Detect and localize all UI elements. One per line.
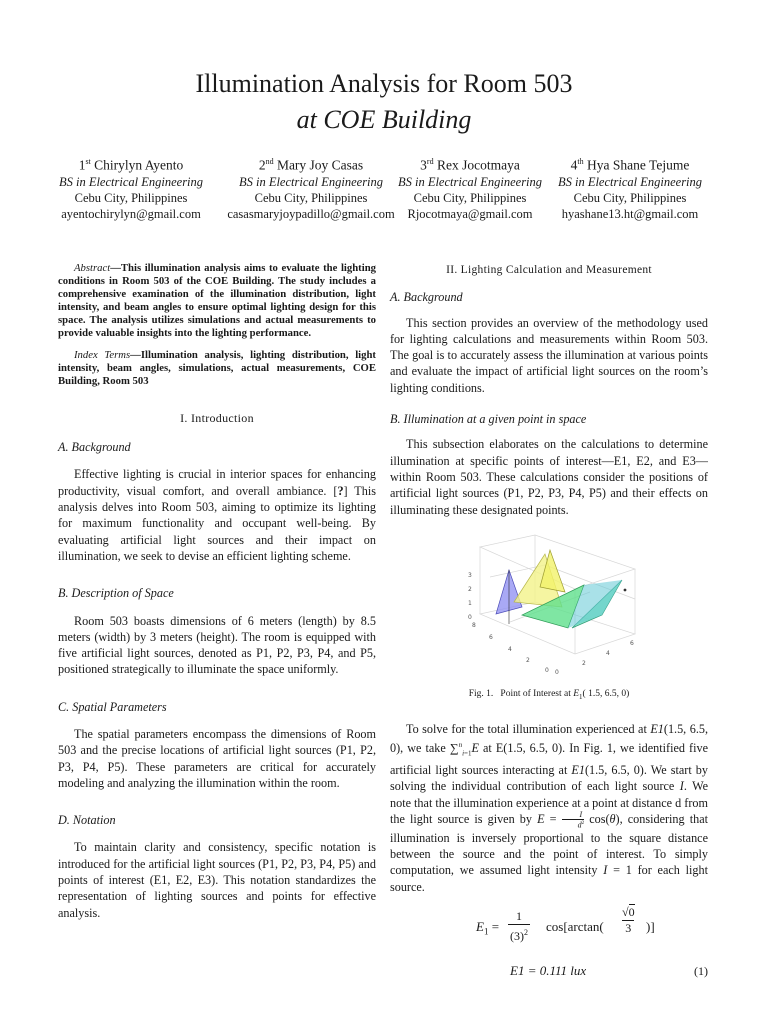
author-3 — [390, 154, 550, 222]
equation-close: )] — [646, 918, 655, 934]
equation-1 — [390, 963, 708, 983]
figure-1-plot — [390, 532, 708, 680]
x-tick-2: 2 — [582, 659, 586, 667]
author-3-dept: BS in Electrical Engineering — [397, 174, 543, 189]
sum-notation: ∑$^n_{i=1}$E — [449, 741, 479, 758]
section-1a-text-part2: ] This analysis delves into Room 503, aiming to optimize its lighting for maximum functionality and occupant well-being. By evaluating artificial light sources and their impact on illumination, we seek to devise an efficient lighting scheme. — [58, 483, 376, 563]
author-3-sup: rd — [426, 157, 434, 166]
solve-text-1: To solve for the total illumination experienced at — [406, 722, 651, 737]
author-4-sup: th — [577, 157, 584, 166]
y-tick-8: 8 — [472, 621, 476, 629]
y-axis-ticks — [472, 622, 549, 674]
solve-paragraph — [390, 721, 708, 895]
index-terms — [58, 349, 376, 388]
solve-text-7: = 1 for each light source. — [390, 863, 708, 894]
index-terms-label: Index Terms — [74, 348, 131, 361]
section-2-heading: II. Lighting Calculation and Measurement — [446, 264, 652, 276]
citation-missing[interactable]: ? — [337, 483, 344, 498]
title-line-1: Illumination Analysis for Room 503 — [195, 69, 573, 98]
y-tick-0: 0 — [545, 666, 549, 674]
solve-var-e1-b: E1 — [571, 763, 585, 778]
author-1-city: Cebu City, Philippines — [74, 190, 188, 205]
z-tick-0: 0 — [468, 613, 472, 621]
z-axis-ticks — [468, 572, 472, 621]
section-1c-heading: C. Spatial Parameters — [58, 699, 167, 714]
x-axis-ticks — [555, 640, 634, 676]
author-block — [56, 154, 716, 224]
equation-lhs: $E_1$ = — [476, 918, 500, 937]
caption-sub: 1 — [579, 692, 583, 701]
author-1-ordinal: 1 — [78, 157, 86, 173]
section-1a-heading: A. Background — [58, 440, 131, 455]
equation-1-result: E1 = 0.111 lux — [510, 962, 587, 978]
figure-1-caption — [390, 686, 708, 705]
x-tick-6: 6 — [630, 639, 634, 647]
author-4-ordinal: 4 — [570, 157, 578, 173]
caption-prefix: Fig. 1. Point of Interest at — [468, 688, 574, 699]
solve-text-5: . We note that the illumination experience at a point at distance d from the light source is given by — [390, 779, 709, 827]
author-1-dept: BS in Electrical Engineering — [58, 174, 204, 189]
author-4-dept: BS in Electrical Engineering — [557, 174, 703, 189]
x-tick-0: 0 — [555, 668, 559, 676]
section-1a-text-part1: Effective lighting is crucial in interior spaces for enhancing productivity, visual comfort, and overall ambiance. [ — [58, 467, 376, 498]
section-1d-text: To maintain clarity and consistency, specific notation is introduced for the artificial light sources (P1, P2, P3, P4, P5) and points of interest (E1, E2, E3). This notation standardizes the representation of lighting sources and points for effective analysis. — [58, 840, 376, 920]
section-2a-heading: A. Background — [390, 290, 463, 305]
z-tick-2: 2 — [468, 585, 472, 593]
section-2a-text: This section provides an overview of the methodology used for lighting calculations and measurements within Room 503. The goal is to accurately assess the illumination at various points and evaluate the impact of artificial light sources on the room’s lighting conditions. — [390, 315, 708, 395]
author-2-ordinal: 2 — [258, 157, 266, 173]
z-tick-3: 3 — [468, 571, 472, 579]
solve-text-6: , considering that illumination is inversely proportional to the square distance between the source and the point of interest. To simply computation, we assumed light intensity — [390, 812, 709, 878]
solve-var-i-b: I — [603, 863, 608, 878]
equation-cos-arctan: cos[arctan( — [546, 918, 604, 934]
author-3-ordinal: 3 — [420, 157, 427, 173]
section-1-heading: I. Introduction — [180, 410, 254, 425]
equation-e1-derivation — [390, 904, 708, 957]
right-column — [390, 262, 708, 983]
author-1-sup: st — [85, 157, 91, 166]
author-2-sup: nd — [265, 157, 274, 166]
y-tick-2: 2 — [526, 656, 530, 664]
point-of-interest-e1 — [624, 588, 627, 591]
author-2-email[interactable]: casasmaryjoypadillo@gmail.com — [227, 206, 395, 221]
author-3-city: Cebu City, Philippines — [413, 190, 527, 205]
caption-var: E — [573, 688, 580, 699]
index-terms-text: —Illumination analysis, lighting distribution, light intensity, beam angles, simulations, actual measurements, COE Building, Room 503 — [58, 348, 376, 387]
author-2 — [226, 154, 396, 222]
author-4 — [550, 154, 710, 222]
section-1c-text: The spatial parameters encompass the dimensions of Room 503 and the precise locations of artificial light sources (P1, P2, P3, P4, P5). These parameters are critical for accurately modeling and analyzing the illumination within the room. — [58, 727, 376, 790]
solve-text-2: (1.5, 6.5, 0), we take — [390, 722, 709, 756]
solve-var-i-a: I — [679, 779, 684, 794]
author-3-email[interactable]: Rjocotmaya@gmail.com — [407, 206, 533, 221]
z-tick-1: 1 — [468, 599, 472, 607]
author-2-city: Cebu City, Philippines — [254, 190, 368, 205]
abstract-label: Abstract — [74, 262, 111, 274]
figure-1 — [390, 532, 708, 680]
left-column — [58, 262, 376, 921]
section-1d-heading: D. Notation — [58, 813, 116, 828]
x-tick-4: 4 — [606, 649, 610, 657]
equation-1-number: (1) — [694, 963, 708, 978]
illuminance-formula: $E = \frac{I}{d^2} \cos(\theta)$ — [537, 810, 620, 830]
section-1b-heading: B. Description of Space — [58, 586, 174, 601]
section-1b-text: Room 503 boasts dimensions of 6 meters (length) by 8.5 meters (width) by 3 meters (height). The room is equipped with five artificial light sources, denoted as P1, P2, P3, P4, and P5, positioned strategically to illuminate the space uniformly. — [58, 613, 376, 677]
y-tick-6: 6 — [489, 633, 493, 641]
paper-title — [0, 66, 768, 138]
title-line-2: at COE Building — [296, 105, 472, 134]
abstract — [58, 262, 376, 341]
author-4-email[interactable]: hyashane13.ht@gmail.com — [561, 206, 699, 221]
author-1-name: Chirylyn Ayento — [94, 157, 184, 173]
abstract-text: —This illumination analysis aims to evaluate the lighting conditions in Room 503 of the COE Building. The study includes a comprehensive examination of the illumination distribution, light intensity, and beam angles to ensure optimal lighting design for this space. The analysis utilizes simulations and actual measurements to provide valuable insights into the lighting performance. — [58, 262, 376, 340]
section-2b-heading: B. Illumination at a given point in space — [390, 412, 587, 427]
caption-suffix: ( 1.5, 6.5, 0) — [582, 688, 630, 699]
author-1 — [56, 154, 206, 222]
solve-var-e1-a: E1 — [650, 722, 664, 737]
author-2-dept: BS in Electrical Engineering — [238, 174, 384, 189]
section-1a-text — [58, 466, 376, 564]
section-2b-text: This subsection elaborates on the calculations to determine illumination at specific points of interest—E1, E2, and E3—within Room 503. These calculations consider the positions of artificial light sources (P1, P2, P3, P4, P5) and their effects on illuminating these designated points. — [390, 437, 708, 517]
solve-text-4: (1.5, 6.5, 0). We start by solving the individual contribution of each light source — [390, 763, 708, 794]
author-3-name: Rex Jocotmaya — [436, 157, 520, 173]
equation-inner-fraction: √0 3 — [622, 904, 635, 935]
author-1-email[interactable]: ayentochirylyn@gmail.com — [61, 206, 201, 221]
y-tick-4: 4 — [508, 645, 512, 653]
solve-text-3: at E(1.5, 6.5, 0). In Fig. 1, we identified five artificial light sources interacting at — [390, 741, 708, 778]
author-4-name: Hya Shane Tejume — [587, 157, 690, 173]
author-4-city: Cebu City, Philippines — [573, 190, 687, 205]
equation-fraction: 1 $(3)^2$ — [510, 908, 528, 943]
author-2-name: Mary Joy Casas — [276, 157, 364, 173]
